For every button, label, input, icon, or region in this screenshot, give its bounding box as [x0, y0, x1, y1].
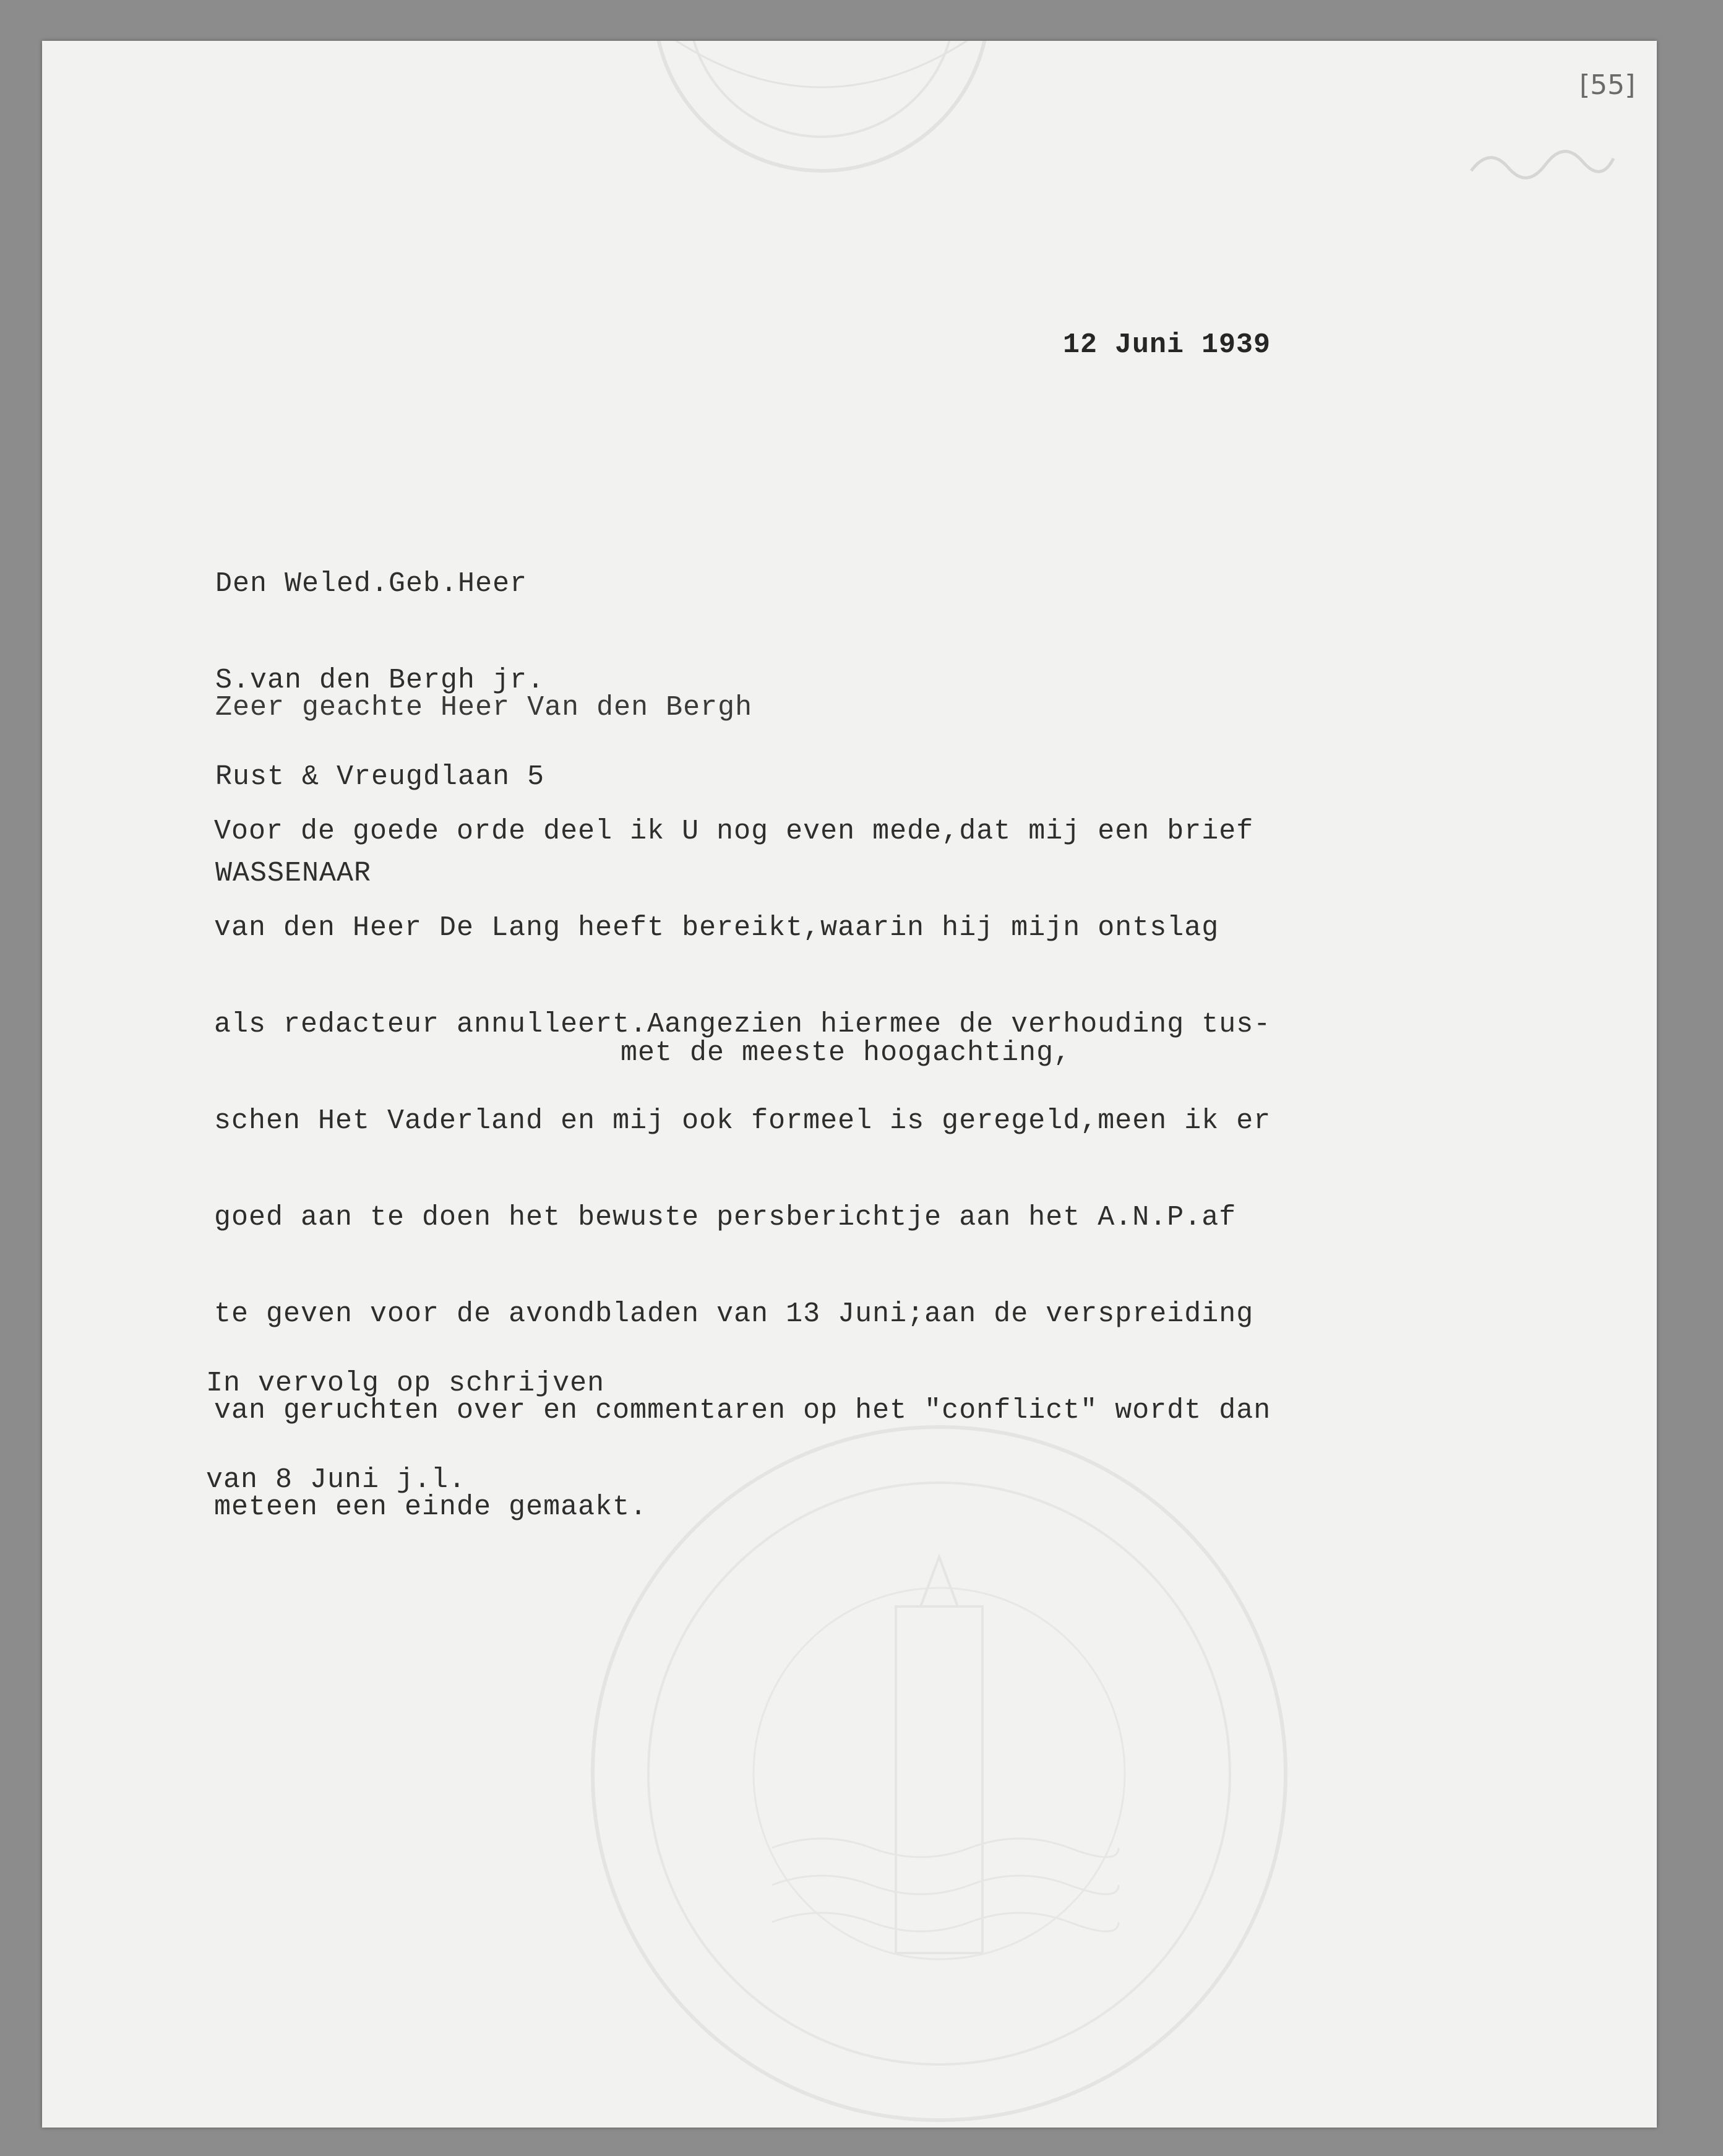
top-seal-emboss	[630, 41, 1013, 177]
address-line: WASSENAAR	[215, 858, 372, 889]
letter-sheet	[42, 41, 1657, 2128]
body-line: Voor de goede orde deel ik U nog even mede,dat mij een brief	[214, 816, 1254, 847]
letter-date: 12 Juni 1939	[1063, 329, 1271, 361]
closing-line: met de meeste hoogachting,	[621, 1037, 1072, 1069]
address-line: Rust & Vreugdlaan 5	[215, 761, 545, 793]
body-line: schen Het Vaderland en mij ook formeel is geregeld,meen ik er	[214, 1105, 1271, 1137]
address-line: S.van den Bergh jr.	[215, 665, 545, 696]
body-line: als redacteur annulleert.Aangezien hiermee de verhouding tus-	[214, 1009, 1271, 1040]
reference-line: van 8 Juni j.l.	[206, 1464, 466, 1496]
archive-number: [55]	[1579, 69, 1636, 101]
salutation: Zeer geachte Heer Van den Bergh	[215, 692, 753, 723]
reference-line: In vervolg op schrijven	[206, 1368, 605, 1399]
body-line: van geruchten over en commentaren op het "conflict" wordt dan	[214, 1395, 1271, 1426]
reference-note	[206, 1303, 604, 1561]
body-line: meteen een einde gemaakt.	[214, 1491, 648, 1523]
body-line: goed aan te doen het bewuste persberichtje aan het A.N.P.af	[214, 1202, 1237, 1233]
address-line: Den Weled.Geb.Heer	[215, 568, 528, 600]
pencil-mark	[1465, 134, 1626, 189]
body-line: te geven voor de avondbladen van 13 Juni;aan de verspreiding	[214, 1298, 1254, 1330]
body-line: van den Heer De Lang heeft bereikt,waarin hij mijn ontslag	[214, 912, 1219, 944]
